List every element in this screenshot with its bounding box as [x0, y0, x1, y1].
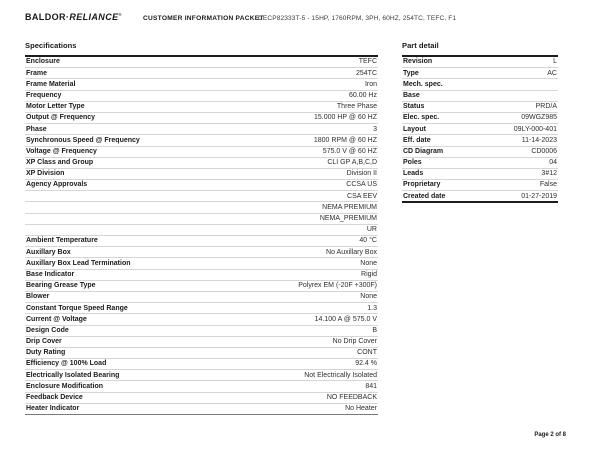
- spec-row-label: Synchronous Speed @ Frequency: [26, 136, 140, 144]
- part-detail-row-label: Type: [403, 69, 419, 77]
- spec-row-label: Constant Torque Speed Range: [26, 304, 128, 312]
- part-detail-row-label: Eff. date: [403, 136, 431, 144]
- part-detail-row-value: 09WGZ985: [521, 114, 557, 122]
- spec-table-row: [25, 79, 378, 90]
- spec-row-value: Polyrex EM (-20F +300F): [298, 282, 377, 290]
- part-detail-row-label: Leads: [403, 170, 424, 178]
- spec-row-label: Phase: [26, 125, 47, 133]
- spec-table-row: [25, 381, 378, 392]
- spec-row-value: 14.100 A @ 575.0 V: [314, 315, 377, 323]
- spec-table-row: [25, 337, 378, 348]
- specifications-section: [25, 41, 378, 415]
- part-detail-table-row: [402, 158, 558, 169]
- part-detail-row-label: Layout: [403, 125, 426, 133]
- part-detail-table-row: [402, 124, 558, 135]
- spec-row-label: Current @ Voltage: [26, 315, 87, 323]
- spec-row-label: Auxillary Box: [26, 248, 71, 256]
- spec-table-row: [25, 292, 378, 303]
- spec-row-label: Duty Rating: [26, 349, 66, 357]
- part-detail-row-value: CD0006: [531, 147, 557, 155]
- specifications-heading: Specifications: [25, 41, 77, 50]
- spec-table-row: [25, 359, 378, 370]
- spec-row-value: CONT: [357, 349, 377, 357]
- part-detail-table-row: [402, 57, 558, 68]
- part-detail-row-value: 09LY-000-401: [513, 125, 557, 133]
- spec-row-label: Electrically Isolated Bearing: [26, 371, 120, 379]
- spec-table-row: [25, 247, 378, 258]
- part-detail-row-label: Created date: [403, 192, 446, 200]
- spec-table-row: [25, 91, 378, 102]
- spec-row-value: No Heater: [345, 405, 377, 413]
- spec-table-row: [25, 113, 378, 124]
- spec-row-value: CCSA US: [346, 181, 377, 189]
- part-detail-table-row: [402, 79, 558, 90]
- spec-row-value: 1.3: [367, 304, 377, 312]
- spec-row-label: Heater Indicator: [26, 405, 80, 413]
- spec-table-row: [25, 57, 378, 68]
- part-detail-heading: Part detail: [402, 41, 439, 50]
- product-summary: CECP82333T-5 - 15HP, 1760RPM, 3PH, 60HZ, 254TC, TEFC, F1: [258, 15, 457, 22]
- spec-table-row: [25, 314, 378, 325]
- part-detail-row-label: Mech. spec.: [403, 80, 443, 88]
- part-detail-table-row: [402, 147, 558, 158]
- spec-row-value: CLI GP A,B,C,D: [327, 159, 377, 167]
- spec-row-label: Feedback Device: [26, 394, 83, 402]
- spec-row-label: XP Division: [26, 170, 65, 178]
- spec-row-value: Not Electrically Isolated: [304, 371, 377, 379]
- spec-row-value: NEMA_PREMIUM: [319, 215, 377, 223]
- part-detail-table-row: [402, 169, 558, 180]
- part-detail-table-row: [402, 91, 558, 102]
- spec-table-row: [25, 370, 378, 381]
- spec-row-value: 575.0 V @ 60 HZ: [322, 147, 377, 155]
- spec-table-row: [25, 281, 378, 292]
- spec-table-row: [25, 102, 378, 113]
- spec-row-value: None: [360, 293, 377, 301]
- specifications-table: [25, 55, 378, 415]
- logo-baldor-text: BALDOR: [25, 12, 66, 22]
- spec-row-label: Bearing Grease Type: [26, 282, 96, 290]
- spec-table-row: [25, 191, 378, 202]
- spec-table-row: [25, 169, 378, 180]
- part-detail-row-label: Status: [403, 103, 425, 111]
- part-detail-row-label: Elec. spec.: [403, 114, 440, 122]
- spec-table-row: [25, 68, 378, 79]
- spec-row-value: Rigid: [361, 270, 377, 278]
- spec-table-row: [25, 348, 378, 359]
- spec-row-value: Iron: [364, 80, 377, 88]
- part-detail-table-row: [402, 102, 558, 113]
- spec-row-value: 92.4 %: [355, 360, 377, 368]
- spec-row-label: Frame: [26, 69, 48, 77]
- spec-row-value: 254TC: [355, 69, 377, 77]
- spec-table-row: [25, 214, 378, 225]
- spec-row-value: 40 °C: [359, 237, 377, 245]
- spec-row-value: 841: [365, 382, 377, 390]
- part-detail-table-row: [402, 180, 558, 191]
- part-detail-row-value: PRD/A: [535, 103, 557, 111]
- spec-row-value: None: [360, 259, 377, 267]
- part-detail-row-value: 04: [549, 159, 557, 167]
- spec-table-row: [25, 147, 378, 158]
- spec-row-label: Frequency: [26, 91, 62, 99]
- spec-row-label: Output @ Frequency: [26, 114, 96, 122]
- spec-table-row: [25, 158, 378, 169]
- spec-row-value: No Drip Cover: [332, 338, 377, 346]
- spec-row-value: 3: [373, 125, 377, 133]
- part-detail-row-value: False: [539, 181, 557, 189]
- spec-table-row: [25, 202, 378, 213]
- spec-table-row: [25, 180, 378, 191]
- spec-row-value: TEFC: [358, 58, 377, 66]
- spec-row-label: Blower: [26, 293, 50, 301]
- spec-row-label: Auxillary Box Lead Termination: [26, 259, 131, 267]
- spec-row-label: Enclosure Modification: [26, 382, 104, 390]
- spec-row-label: Ambient Temperature: [26, 237, 98, 245]
- part-detail-table-row: [402, 113, 558, 124]
- spec-row-label: Design Code: [26, 326, 69, 334]
- spec-row-label: Enclosure: [26, 58, 60, 66]
- part-detail-row-value: AC: [547, 69, 557, 77]
- document-title: CUSTOMER INFORMATION PACKET: [143, 15, 264, 22]
- spec-table-row: [25, 135, 378, 146]
- spec-row-value: 60.00 Hz: [348, 91, 377, 99]
- spec-table-row: [25, 225, 378, 236]
- spec-row-value: No Auxillary Box: [326, 248, 377, 256]
- part-detail-row-value: L: [553, 58, 557, 66]
- spec-table-row: [25, 303, 378, 314]
- part-detail-row-value: 01-27-2019: [521, 192, 557, 200]
- spec-table-row: [25, 124, 378, 135]
- spec-row-label: Frame Material: [26, 80, 76, 88]
- spec-table-row: [25, 404, 378, 414]
- spec-table-row: [25, 326, 378, 337]
- spec-row-label: Base Indicator: [26, 270, 75, 278]
- part-detail-row-value: 3#12: [541, 170, 557, 178]
- spec-row-value: Division II: [346, 170, 377, 178]
- spec-table-row: [25, 393, 378, 404]
- part-detail-row-label: Proprietary: [403, 181, 441, 189]
- spec-table-row: [25, 270, 378, 281]
- logo-dot: ·: [65, 12, 70, 22]
- spec-table-row: [25, 236, 378, 247]
- spec-row-label: Agency Approvals: [26, 181, 88, 189]
- logo-reliance-text: RELIANCE: [69, 12, 119, 22]
- registered-trademark-icon: ®: [118, 12, 122, 17]
- page-indicator: Page 2 of 8: [534, 432, 566, 438]
- spec-row-label: Motor Letter Type: [26, 103, 85, 111]
- spec-row-label: XP Class and Group: [26, 159, 94, 167]
- spec-row-label: Efficiency @ 100% Load: [26, 360, 107, 368]
- part-detail-row-label: CD Diagram: [403, 147, 444, 155]
- part-detail-row-value: 11-14-2023: [521, 136, 557, 144]
- spec-row-label: Drip Cover: [26, 338, 62, 346]
- part-detail-row-label: Base: [403, 91, 420, 99]
- part-detail-table: [402, 55, 558, 203]
- part-detail-row-label: Revision: [403, 58, 433, 66]
- spec-table-row: [25, 258, 378, 269]
- part-detail-table-row: [402, 191, 558, 201]
- part-detail-section: [402, 41, 558, 203]
- spec-row-value: CSA EEV: [347, 192, 377, 200]
- spec-row-value: NO FEEDBACK: [326, 394, 377, 402]
- brand-logo: [25, 12, 122, 22]
- part-detail-row-label: Poles: [403, 159, 422, 167]
- part-detail-table-row: [402, 135, 558, 146]
- spec-row-value: 15.000 HP @ 60 HZ: [313, 114, 377, 122]
- spec-row-value: UR: [366, 226, 377, 234]
- spec-row-value: NEMA PREMIUM: [322, 203, 377, 211]
- spec-row-value: 1800 RPM @ 60 HZ: [313, 136, 377, 144]
- spec-row-value: Three Phase: [336, 103, 377, 111]
- spec-row-label: Voltage @ Frequency: [26, 147, 97, 155]
- spec-row-value: B: [372, 326, 377, 334]
- part-detail-table-row: [402, 68, 558, 79]
